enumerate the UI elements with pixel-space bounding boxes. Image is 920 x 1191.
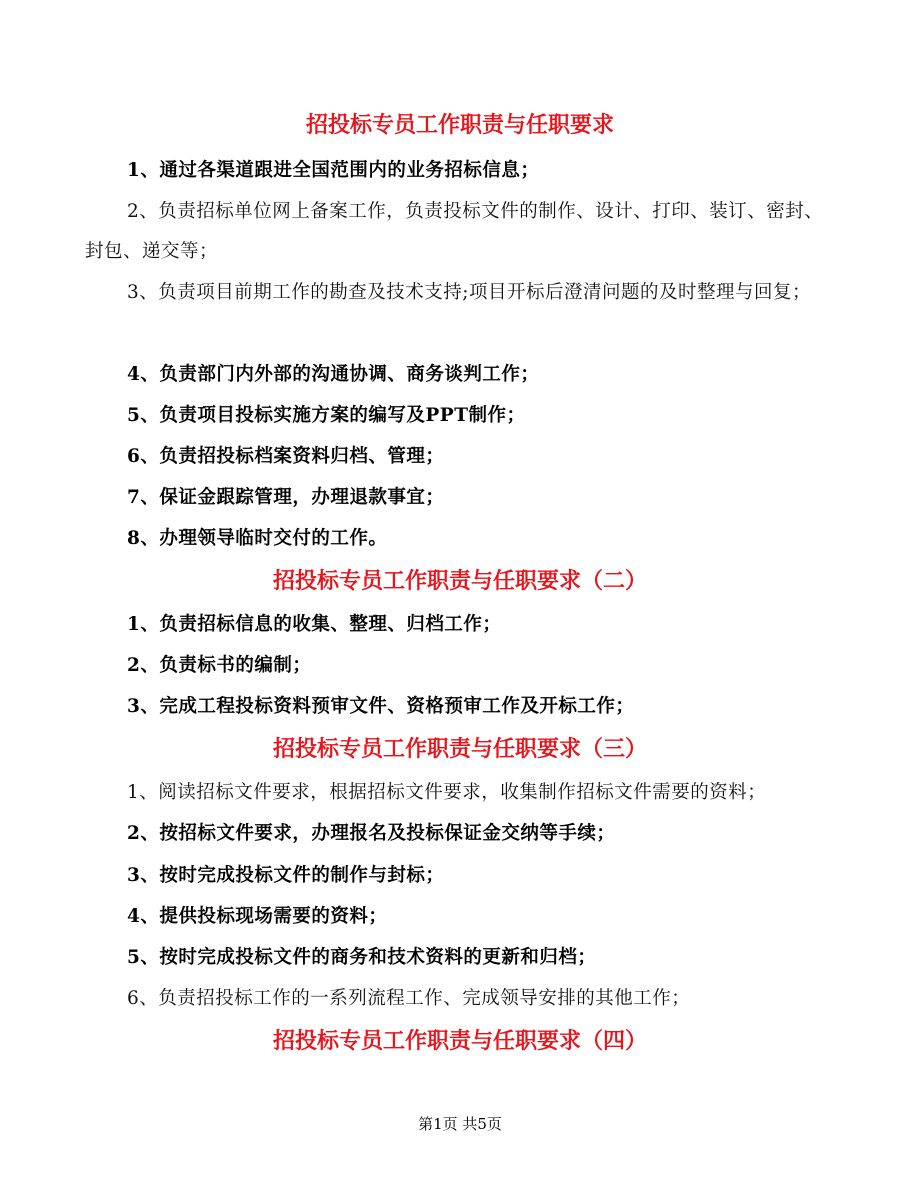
list-item: 6、负责招投标工作的一系列流程工作、完成领导安排的其他工作；: [127, 988, 691, 1009]
list-item: 3、按时完成投标文件的制作与封标；: [127, 865, 445, 886]
list-item: 2、负责标书的编制；: [127, 655, 312, 676]
section-title-2: 招投标专员工作职责与任职要求（二）: [272, 568, 647, 594]
section-title-1: 招投标专员工作职责与任职要求: [305, 112, 614, 138]
list-item: 6、负责招投标档案资料归档、管理；: [127, 446, 445, 467]
page-number: 第1页 共5页: [418, 1115, 502, 1133]
list-item: 3、完成工程投标资料预审文件、资格预审工作及开标工作；: [127, 696, 635, 717]
list-item: 1、通过各渠道跟进全国范围内的业务招标信息；: [127, 160, 540, 181]
list-item: 2、按招标文件要求，办理报名及投标保证金交纳等手续；: [127, 823, 616, 844]
list-item: 8、办理领导临时交付的工作。: [127, 528, 388, 549]
section-title-4: 招投标专员工作职责与任职要求（四）: [272, 1028, 647, 1054]
list-item: 4、负责部门内外部的沟通协调、商务谈判工作；: [127, 364, 540, 385]
list-item: 5、负责项目投标实施方案的编写及PPT制作；: [127, 405, 526, 426]
section-title-3: 招投标专员工作职责与任职要求（三）: [272, 736, 647, 762]
list-item: 4、提供投标现场需要的资料；: [127, 906, 388, 927]
list-item: 5、按时完成投标文件的商务和技术资料的更新和归档；: [127, 947, 597, 968]
list-item: 1、负责招标信息的收集、整理、归档工作；: [127, 614, 502, 635]
list-item: 7、保证金跟踪管理，办理退款事宜；: [127, 487, 445, 508]
list-item: 3、负责项目前期工作的勘查及技术支持;项目开标后澄清问题的及时整理与回复；: [127, 282, 812, 303]
list-item: 1、阅读招标文件要求，根据招标文件要求，收集制作招标文件需要的资料；: [127, 782, 767, 803]
list-item: 2、负责招标单位网上备案工作，负责投标文件的制作、设计、打印、装订、密封、封包、递交等；: [85, 201, 824, 262]
